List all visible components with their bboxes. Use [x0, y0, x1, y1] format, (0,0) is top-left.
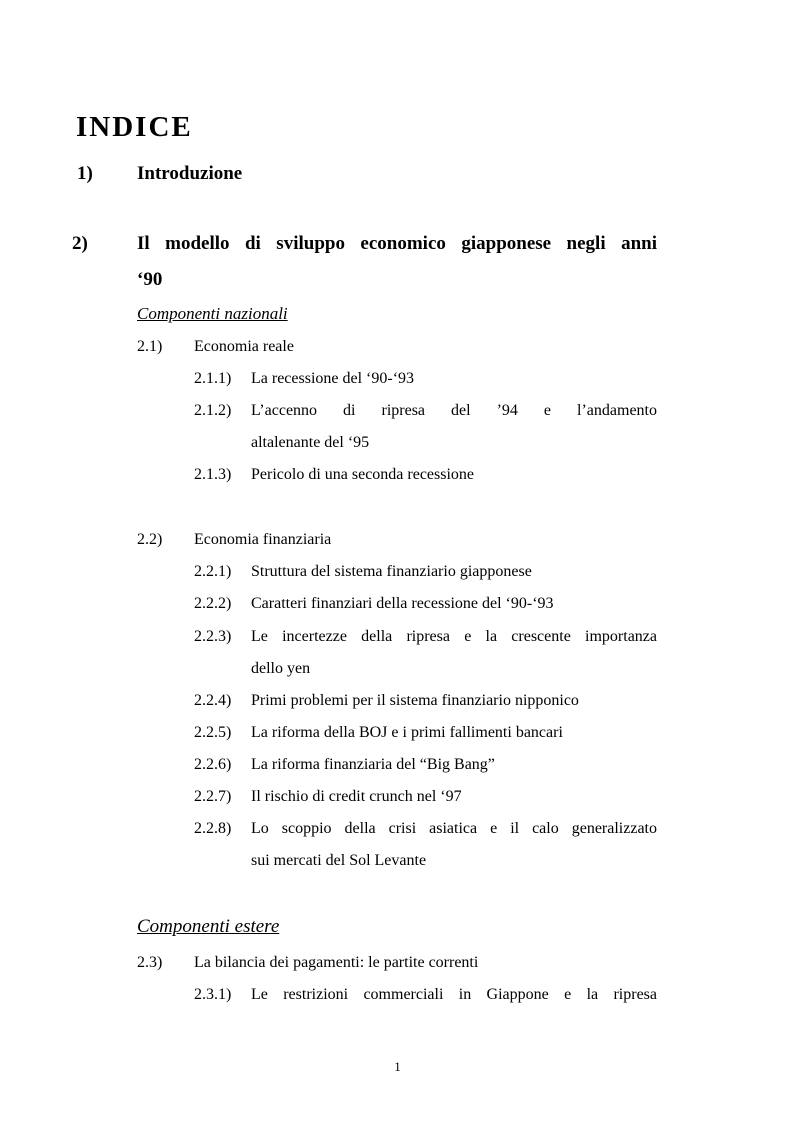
- subsection-title: Primi problemi per il sistema finanziario nipponico: [251, 692, 579, 709]
- section-label-national: Componenti nazionali: [137, 304, 288, 323]
- section-title: La bilancia dei pagamenti: le partite correnti: [194, 954, 479, 971]
- subsection-number: 2.1.2): [194, 402, 232, 419]
- subsection-title: Il rischio di credit crunch nel ‘97: [251, 788, 462, 805]
- subsection-number: 2.2.2): [194, 595, 232, 612]
- subsection-number: 2.2.6): [194, 756, 232, 773]
- subsection-title: Caratteri finanziari della recessione del ‘90-‘93: [251, 595, 554, 612]
- subsection-title: La recessione del ‘90-‘93: [251, 370, 415, 387]
- subsection-title: L’accenno di ripresa del ’94 e l’andamento: [251, 402, 657, 419]
- subsection-number: 2.2.5): [194, 724, 232, 741]
- subsection-title: Struttura del sistema finanziario giapponese: [251, 563, 532, 580]
- subsection-title-continued: sui mercati del Sol Levante: [251, 852, 427, 869]
- section-title: Economia finanziaria: [194, 531, 332, 548]
- subsection-title-continued: altalenante del ‘95: [251, 434, 370, 451]
- chapter-number: 1): [77, 163, 93, 184]
- chapter-title: Introduzione: [137, 163, 243, 184]
- section-number: 2.2): [137, 531, 163, 548]
- subsection-number: 2.1.1): [194, 370, 232, 387]
- subsection-title: La riforma della BOJ e i primi fallimenti bancari: [251, 724, 563, 741]
- subsection-title: Le restrizioni commerciali in Giappone e la ripresa: [251, 986, 657, 1003]
- section-number: 2.3): [137, 954, 163, 971]
- subsection-number: 2.3.1): [194, 986, 232, 1003]
- chapter-title-continued: ‘90: [137, 269, 163, 290]
- subsection-number: 2.2.3): [194, 628, 232, 645]
- section-title: Economia reale: [194, 338, 294, 355]
- subsection-title: Pericolo di una seconda recessione: [251, 466, 475, 483]
- subsection-number: 2.1.3): [194, 466, 232, 483]
- subsection-title: La riforma finanziaria del “Big Bang”: [251, 756, 495, 773]
- subsection-title: Le incertezze della ripresa e la crescente importanza: [251, 628, 657, 645]
- subsection-number: 2.2.4): [194, 692, 232, 709]
- subsection-number: 2.2.1): [194, 563, 232, 580]
- index-title: INDICE: [76, 111, 193, 143]
- subsection-number: 2.2.7): [194, 788, 232, 805]
- section-number: 2.1): [137, 338, 163, 355]
- subsection-title-continued: dello yen: [251, 660, 311, 677]
- chapter-number: 2): [72, 233, 88, 254]
- chapter-title: Il modello di sviluppo economico giapponese negli anni: [137, 233, 657, 254]
- page-number: 1: [394, 1059, 401, 1074]
- section-label-foreign: Componenti estere: [137, 916, 280, 937]
- subsection-number: 2.2.8): [194, 820, 232, 837]
- subsection-title: Lo scoppio della crisi asiatica e il calo generalizzato: [251, 820, 657, 837]
